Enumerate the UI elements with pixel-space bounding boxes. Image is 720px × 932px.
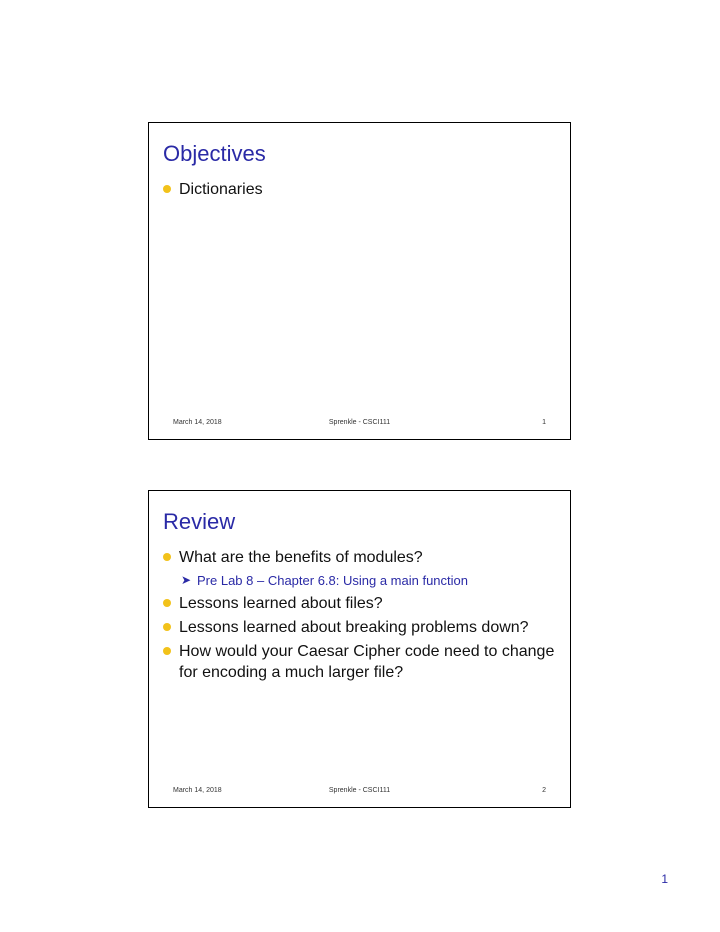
slide-1 [148, 122, 571, 440]
bullet-item [163, 547, 556, 568]
slide-2 [148, 490, 571, 808]
bullet-text: Lessons learned about files? [179, 595, 383, 612]
bullet-text: How would your Caesar Cipher code need to change for encoding a much larger file? [179, 643, 555, 681]
footer-slide-number: 1 [542, 419, 546, 426]
bullet-dot-icon [163, 647, 171, 655]
arrow-bullet-icon: ➤ [181, 573, 192, 587]
bullet-dot-icon [163, 623, 171, 631]
bullet-list [163, 547, 556, 686]
bullet-dot-icon [163, 553, 171, 561]
bullet-list [163, 179, 556, 203]
bullet-text: Dictionaries [179, 181, 263, 198]
bullet-item [163, 593, 556, 614]
bullet-item [163, 179, 556, 200]
footer-date: March 14, 2018 [173, 787, 222, 794]
bullet-dot-icon [163, 599, 171, 607]
page-number: 1 [661, 872, 668, 886]
slide-footer [149, 787, 570, 799]
bullet-text: What are the benefits of modules? [179, 549, 423, 566]
sub-bullet-item [163, 571, 556, 590]
footer-author: Sprenkle - CSCI111 [328, 419, 391, 426]
footer-slide-number: 2 [542, 787, 546, 794]
slide-title: Review [163, 509, 236, 534]
footer-author: Sprenkle - CSCI111 [328, 787, 391, 794]
sub-bullet-text: Pre Lab 8 – Chapter 6.8: Using a main function [197, 573, 468, 588]
slide-footer [149, 419, 570, 431]
slide-title: Objectives [163, 141, 266, 166]
footer-date: March 14, 2018 [173, 419, 222, 426]
bullet-dot-icon [163, 185, 171, 193]
bullet-text: Lessons learned about breaking problems down? [179, 619, 529, 636]
bullet-item [163, 641, 556, 683]
bullet-item [163, 617, 556, 638]
